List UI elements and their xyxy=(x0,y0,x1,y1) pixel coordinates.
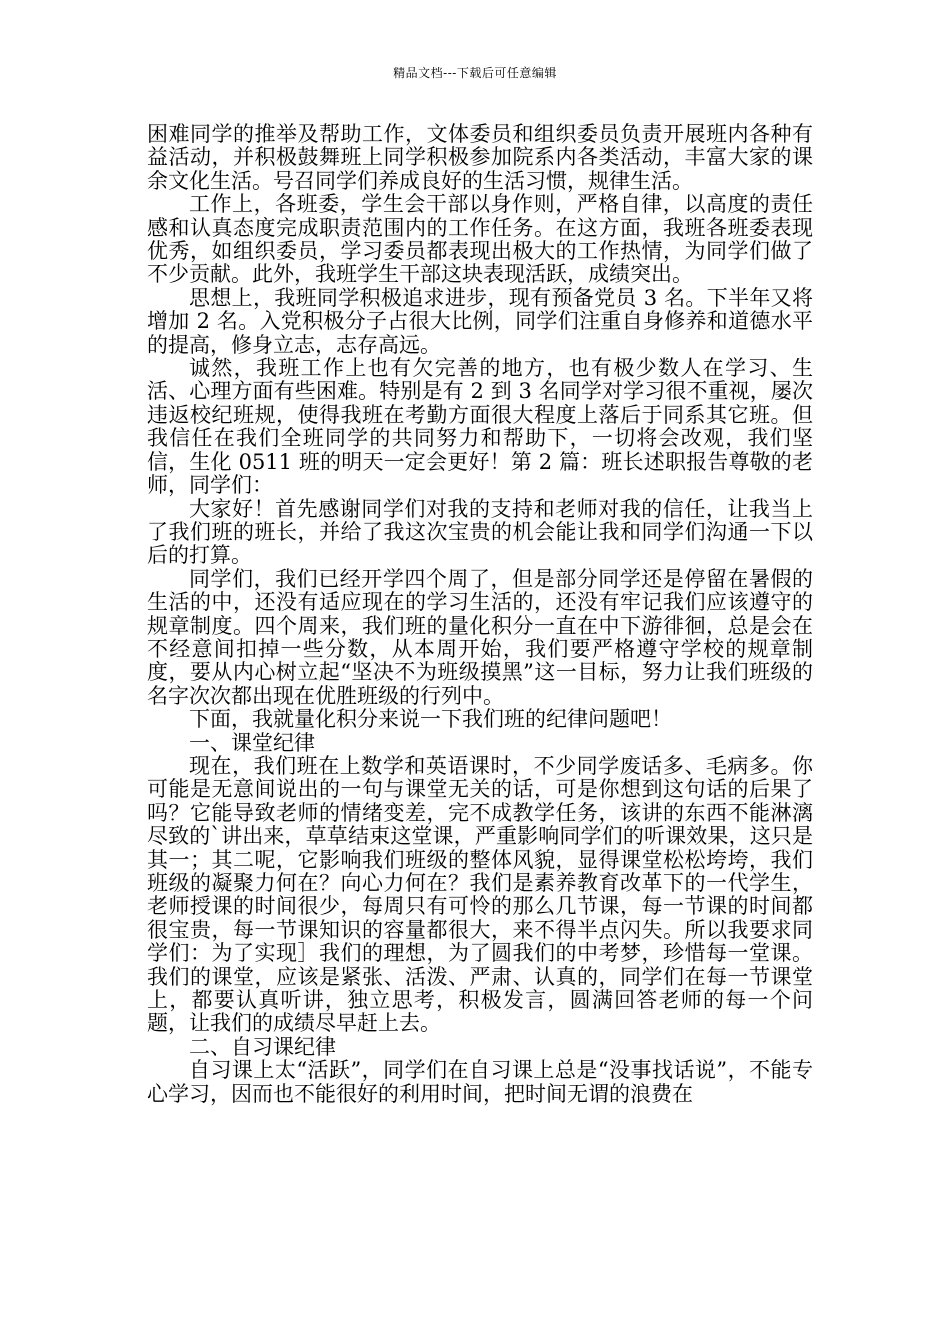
paragraph-classroom: 现在，我们班在上数学和英语课时，不少同学废话多、毛病多。你可能是无意间说出的一句与课堂无关的话，可是你想到这句话的后果了吗？它能导致老师的情绪变差，完不成教学任务，该讲的东西不能淋漓尽致的`讲出来，草草结束这堂课，严重影响同学们的听课效果，这只是其一；其二呢，它影响我们班级的整体风貌，显得课堂松松垮垮，我们班级的凝聚力何在？向心力何在？我们是素养教育改革下的一代学生，老师授课的时间很少，每周只有可怜的那么几节课，每一节课的时间都很宝贵，每一节课知识的容量都很大，来不得半点闪失。所以我要求同学们：为了实现］我们的理想，为了圆我们的中考梦，珍惜每一堂课。我们的课堂，应该是紧张、活泼、严肃、认真的，同学们在每一节课堂上，都要认真听讲，独立思考，积极发言，圆满回答老师的每一个问题，让我们的成绩尽早赶上去。 xyxy=(147,753,813,1036)
section-heading-self-study: 二、自习课纪律 xyxy=(189,1034,336,1059)
paragraph-shortcomings: 诚然，我班工作上也有欠完善的地方，也有极少数人在学习、生活、心理方面有些困难。特别是有 2 到 3 名同学对学习很不重视，屡次违返校纪班规，使得我班在考勤方面很大程度上落后于同系其它班。但我信任在我们全班同学的共同努力和帮助下，一切将会改观，我们坚信，生化 0511 班的明天一定会更好！第 2 篇：班长述职报告尊敬的老师，同学们： xyxy=(147,356,813,498)
paragraph-intro-discipline: 下面，我就量化积分来说一下我们班的纪律问题吧！ xyxy=(189,707,672,732)
paragraph-work: 工作上，各班委，学生会干部以身作则，严格自律，以高度的责任感和认真态度完成职责范围内的工作任务。在这方面，我班各班委表现优秀，如组织委员，学习委员都表现出极大的工作热情，为同学们做了不少贡献。此外，我班学生干部这块表现活跃，成绩突出。 xyxy=(147,192,813,287)
paragraph-thought: 思想上，我班同学积极追求进步，现有预备党员 3 名。下半年又将增加 2 名。入党积极分子占很大比例，同学们注重自身修养和道德水平的提高，修身立志，志存高远。 xyxy=(147,285,813,357)
paragraph-1: 困难同学的推举及帮助工作，文体委员和组织委员负责开展班内各种有益活动，并积极鼓舞班上同学积极参加院系内各类活动，丰富大家的课余文化生活。号召同学们养成良好的生活习惯，规律生活。 xyxy=(147,122,813,193)
section-heading-classroom: 一、课堂纪律 xyxy=(189,730,315,755)
page-header: 精品文档---下载后可任意编辑 xyxy=(393,66,557,80)
paragraph-self-study: 自习课上太“活跃”，同学们在自习课上总是“没事找话说”，不能专心学习，因而也不能很好的利用时间，把时间无谓的浪费在 xyxy=(147,1058,813,1106)
paragraph-classmates: 同学们，我们已经开学四个周了，但是部分同学还是停留在暑假的生活的中，还没有适应现在的学习生活的，还没有牢记我们应该遵守的规章制度。四个周来，我们班的量化积分一直在中下游徘徊，总是会在不经意间扣掉一些分数，从本周开始，我们要严格遵守学校的规章制度，要从内心树立起“坚决不为班级摸黑”这一目标，努力让我们班级的名字次次都出现在优胜班级的行列中。 xyxy=(147,566,813,708)
document-body xyxy=(147,123,813,1106)
paragraph-greeting: 大家好！首先感谢同学们对我的支持和老师对我的信任，让我当上了我们班的班长，并给了我这次宝贵的机会能让我和同学们沟通一下以后的打算。 xyxy=(147,496,813,568)
